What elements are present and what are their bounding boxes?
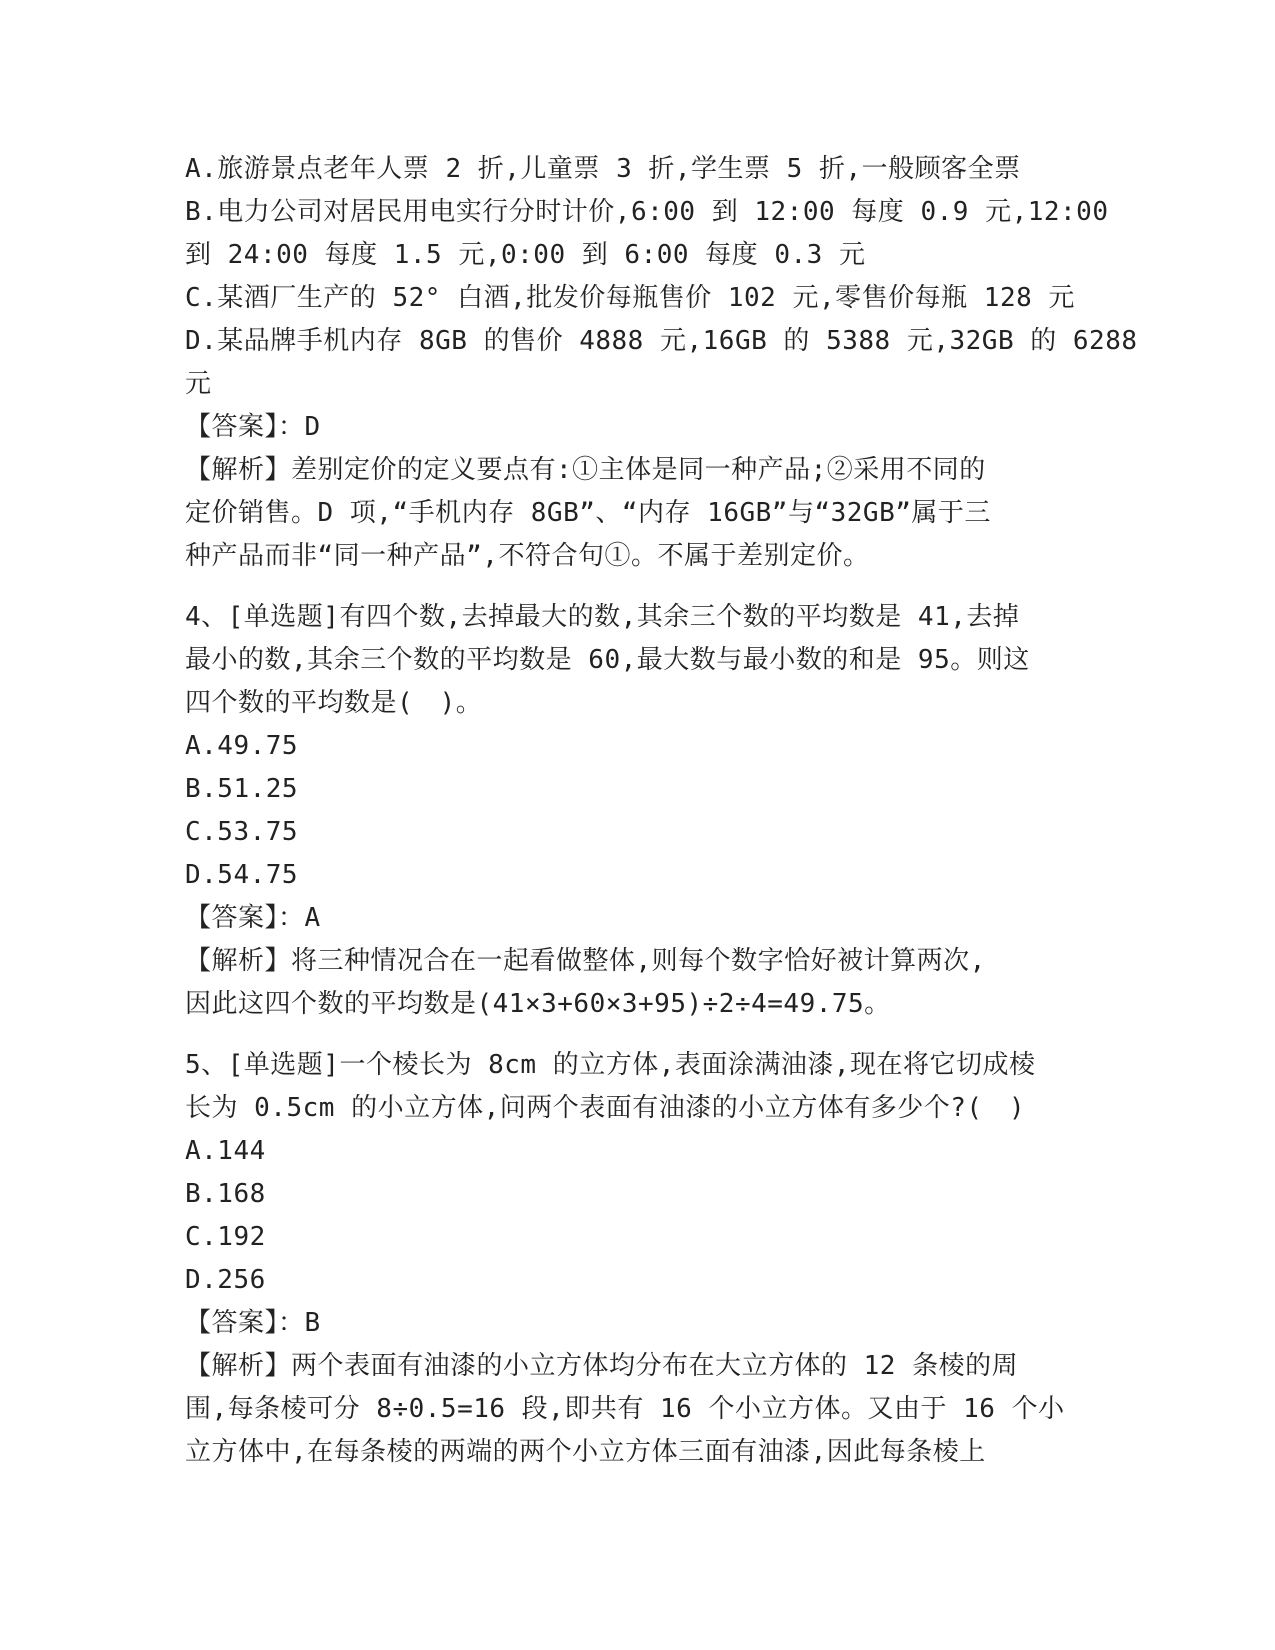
q4-analysis-line2: 因此这四个数的平均数是(41×3+60×3+95)÷2÷4=49.75。 <box>185 989 891 1019</box>
q4-stem-line3: 四个数的平均数是( )。 <box>185 688 483 718</box>
question-5-block <box>185 1044 1085 1474</box>
q5-option-c: C.192 <box>185 1222 266 1252</box>
section-gap <box>185 578 1085 596</box>
q4-option-d: D.54.75 <box>185 860 299 890</box>
q5-answer: 【答案】：B <box>185 1308 321 1338</box>
q4-stem-line1: 4、[单选题]有四个数,去掉最大的数,其余三个数的平均数是 41,去掉 <box>185 602 1020 632</box>
q5-analysis-line1: 【解析】两个表面有油漆的小立方体均分布在大立方体的 12 条棱的周 <box>185 1351 1019 1381</box>
q3-option-b-line1: B.电力公司对居民用电实行分时计价,6:00 到 12:00 每度 0.9 元,12:00 <box>185 197 1109 227</box>
q3-analysis-line2: 定价销售。D 项,“手机内存 8GB”、“内存 16GB”与“32GB”属于三 <box>185 498 991 528</box>
q3-option-b-line2: 到 24:00 每度 1.5 元,0:00 到 6:00 每度 0.3 元 <box>185 240 866 270</box>
q3-option-d-line1: D.某品牌手机内存 8GB 的售价 4888 元,16GB 的 5388 元,32GB 的 6288 <box>185 326 1138 356</box>
q4-option-a: A.49.75 <box>185 731 299 761</box>
q3-option-c: C.某酒厂生产的 52° 白酒,批发价每瓶售价 102 元,零售价每瓶 128 元 <box>185 283 1075 313</box>
q3-analysis-line3: 种产品而非“同一种产品”,不符合句①。不属于差别定价。 <box>185 541 870 571</box>
q4-answer: 【答案】：A <box>185 903 321 933</box>
section-gap <box>185 1026 1085 1044</box>
q5-option-b: B.168 <box>185 1179 266 1209</box>
q4-option-b: B.51.25 <box>185 774 299 804</box>
document-page <box>185 148 1138 1474</box>
q5-option-d: D.256 <box>185 1265 266 1295</box>
q5-analysis-line3: 立方体中,在每条棱的两端的两个小立方体三面有油漆,因此每条棱上 <box>185 1437 986 1467</box>
q4-stem-line2: 最小的数,其余三个数的平均数是 60,最大数与最小数的和是 95。则这 <box>185 645 1030 675</box>
q5-option-a: A.144 <box>185 1136 266 1166</box>
question-3-block <box>185 148 1138 578</box>
q3-option-d-line2: 元 <box>185 369 212 399</box>
q3-option-a: A.旅游景点老年人票 2 折,儿童票 3 折,学生票 5 折,一般顾客全票 <box>185 154 1021 184</box>
q4-analysis-line1: 【解析】将三种情况合在一起看做整体,则每个数字恰好被计算两次, <box>185 946 986 976</box>
question-4-block <box>185 596 1085 1026</box>
q3-answer: 【答案】：D <box>185 412 321 442</box>
q4-option-c: C.53.75 <box>185 817 299 847</box>
q3-analysis-line1: 【解析】差别定价的定义要点有:①主体是同一种产品;②采用不同的 <box>185 455 986 485</box>
q5-analysis-line2: 围,每条棱可分 8÷0.5=16 段,即共有 16 个小立方体。又由于 16 个小 <box>185 1394 1065 1424</box>
q5-stem-line2: 长为 0.5cm 的小立方体,问两个表面有油漆的小立方体有多少个?( ) <box>185 1093 1026 1123</box>
q5-stem-line1: 5、[单选题]一个棱长为 8cm 的立方体,表面涂满油漆,现在将它切成棱 <box>185 1050 1036 1080</box>
